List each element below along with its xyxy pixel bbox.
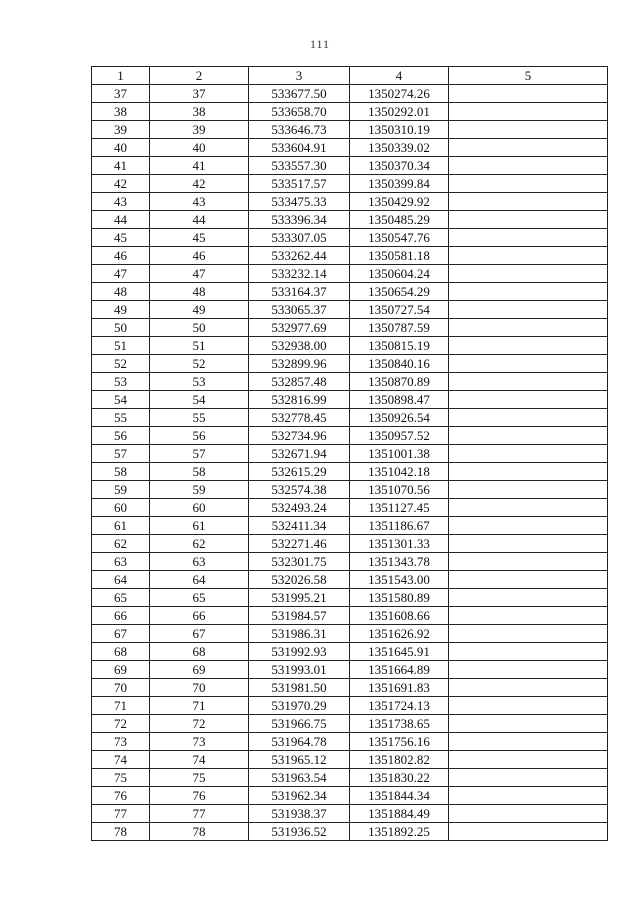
- x-coordinate-cell: 532301.75: [249, 553, 350, 571]
- y-coordinate-cell: 1351691.83: [350, 679, 449, 697]
- notes-cell: [449, 445, 608, 463]
- notes-cell: [449, 427, 608, 445]
- notes-cell: [449, 463, 608, 481]
- y-coordinate-cell: 1350898.47: [350, 391, 449, 409]
- notes-cell: [449, 769, 608, 787]
- y-coordinate-cell: 1350339.02: [350, 139, 449, 157]
- x-coordinate-cell: 533065.37: [249, 301, 350, 319]
- table-row: [92, 247, 608, 265]
- x-coordinate-cell: 531938.37: [249, 805, 350, 823]
- header-cell-2: 2: [150, 67, 249, 85]
- x-coordinate-cell: 532938.00: [249, 337, 350, 355]
- y-coordinate-cell: 1351645.91: [350, 643, 449, 661]
- point-number-cell: 52: [92, 355, 150, 373]
- table-header-row: [92, 67, 608, 85]
- point-id-cell: 61: [150, 517, 249, 535]
- table-row: [92, 319, 608, 337]
- table-row: [92, 751, 608, 769]
- x-coordinate-cell: 533475.33: [249, 193, 350, 211]
- x-coordinate-cell: 533164.37: [249, 283, 350, 301]
- table-row: [92, 697, 608, 715]
- x-coordinate-cell: 531963.54: [249, 769, 350, 787]
- x-coordinate-cell: 531962.34: [249, 787, 350, 805]
- table-row: [92, 517, 608, 535]
- x-coordinate-cell: 533604.91: [249, 139, 350, 157]
- notes-cell: [449, 391, 608, 409]
- point-id-cell: 51: [150, 337, 249, 355]
- x-coordinate-cell: 532816.99: [249, 391, 350, 409]
- point-id-cell: 73: [150, 733, 249, 751]
- x-coordinate-cell: 533262.44: [249, 247, 350, 265]
- point-id-cell: 40: [150, 139, 249, 157]
- y-coordinate-cell: 1351186.67: [350, 517, 449, 535]
- y-coordinate-cell: 1350787.59: [350, 319, 449, 337]
- point-number-cell: 54: [92, 391, 150, 409]
- table-row: [92, 805, 608, 823]
- point-id-cell: 74: [150, 751, 249, 769]
- x-coordinate-cell: 533232.14: [249, 265, 350, 283]
- notes-cell: [449, 337, 608, 355]
- notes-cell: [449, 85, 608, 103]
- table-row: [92, 787, 608, 805]
- table-row: [92, 625, 608, 643]
- table-row: [92, 103, 608, 121]
- y-coordinate-cell: 1351580.89: [350, 589, 449, 607]
- notes-cell: [449, 661, 608, 679]
- notes-cell: [449, 229, 608, 247]
- point-id-cell: 43: [150, 193, 249, 211]
- point-number-cell: 50: [92, 319, 150, 337]
- point-number-cell: 77: [92, 805, 150, 823]
- point-number-cell: 63: [92, 553, 150, 571]
- notes-cell: [449, 607, 608, 625]
- point-id-cell: 48: [150, 283, 249, 301]
- y-coordinate-cell: 1350485.29: [350, 211, 449, 229]
- notes-cell: [449, 787, 608, 805]
- notes-cell: [449, 535, 608, 553]
- table-row: [92, 265, 608, 283]
- x-coordinate-cell: 532977.69: [249, 319, 350, 337]
- y-coordinate-cell: 1351844.34: [350, 787, 449, 805]
- point-number-cell: 45: [92, 229, 150, 247]
- x-coordinate-cell: 532857.48: [249, 373, 350, 391]
- x-coordinate-cell: 531966.75: [249, 715, 350, 733]
- point-number-cell: 69: [92, 661, 150, 679]
- x-coordinate-cell: 532271.46: [249, 535, 350, 553]
- table-row: [92, 157, 608, 175]
- table-row: [92, 553, 608, 571]
- header-cell-3: 3: [249, 67, 350, 85]
- notes-cell: [449, 175, 608, 193]
- x-coordinate-cell: 533646.73: [249, 121, 350, 139]
- point-number-cell: 46: [92, 247, 150, 265]
- header-cell-5: 5: [449, 67, 608, 85]
- point-id-cell: 78: [150, 823, 249, 841]
- point-id-cell: 39: [150, 121, 249, 139]
- notes-cell: [449, 103, 608, 121]
- header-cell-4: 4: [350, 67, 449, 85]
- point-id-cell: 56: [150, 427, 249, 445]
- y-coordinate-cell: 1351343.78: [350, 553, 449, 571]
- point-number-cell: 39: [92, 121, 150, 139]
- table-row: [92, 481, 608, 499]
- y-coordinate-cell: 1351001.38: [350, 445, 449, 463]
- point-number-cell: 65: [92, 589, 150, 607]
- table-row: [92, 211, 608, 229]
- notes-cell: [449, 373, 608, 391]
- table-row: [92, 535, 608, 553]
- x-coordinate-cell: 533517.57: [249, 175, 350, 193]
- x-coordinate-cell: 531984.57: [249, 607, 350, 625]
- point-id-cell: 53: [150, 373, 249, 391]
- table-row: [92, 409, 608, 427]
- point-id-cell: 45: [150, 229, 249, 247]
- point-number-cell: 41: [92, 157, 150, 175]
- notes-cell: [449, 355, 608, 373]
- point-number-cell: 62: [92, 535, 150, 553]
- x-coordinate-cell: 531981.50: [249, 679, 350, 697]
- y-coordinate-cell: 1351127.45: [350, 499, 449, 517]
- notes-cell: [449, 301, 608, 319]
- y-coordinate-cell: 1351756.16: [350, 733, 449, 751]
- y-coordinate-cell: 1350815.19: [350, 337, 449, 355]
- table-row: [92, 283, 608, 301]
- point-number-cell: 66: [92, 607, 150, 625]
- table-row: [92, 661, 608, 679]
- point-number-cell: 57: [92, 445, 150, 463]
- point-id-cell: 62: [150, 535, 249, 553]
- y-coordinate-cell: 1351042.18: [350, 463, 449, 481]
- y-coordinate-cell: 1350926.54: [350, 409, 449, 427]
- point-number-cell: 76: [92, 787, 150, 805]
- point-id-cell: 68: [150, 643, 249, 661]
- x-coordinate-cell: 532778.45: [249, 409, 350, 427]
- y-coordinate-cell: 1350957.52: [350, 427, 449, 445]
- point-number-cell: 72: [92, 715, 150, 733]
- x-coordinate-cell: 533557.30: [249, 157, 350, 175]
- point-number-cell: 67: [92, 625, 150, 643]
- notes-cell: [449, 625, 608, 643]
- table-row: [92, 427, 608, 445]
- table-row: [92, 571, 608, 589]
- x-coordinate-cell: 533658.70: [249, 103, 350, 121]
- y-coordinate-cell: 1350547.76: [350, 229, 449, 247]
- notes-cell: [449, 553, 608, 571]
- point-id-cell: 75: [150, 769, 249, 787]
- point-number-cell: 78: [92, 823, 150, 841]
- point-id-cell: 71: [150, 697, 249, 715]
- point-number-cell: 43: [92, 193, 150, 211]
- point-number-cell: 71: [92, 697, 150, 715]
- point-number-cell: 70: [92, 679, 150, 697]
- notes-cell: [449, 643, 608, 661]
- y-coordinate-cell: 1351608.66: [350, 607, 449, 625]
- y-coordinate-cell: 1350310.19: [350, 121, 449, 139]
- notes-cell: [449, 211, 608, 229]
- y-coordinate-cell: 1350654.29: [350, 283, 449, 301]
- notes-cell: [449, 823, 608, 841]
- x-coordinate-cell: 531970.29: [249, 697, 350, 715]
- notes-cell: [449, 139, 608, 157]
- point-id-cell: 42: [150, 175, 249, 193]
- x-coordinate-cell: 532615.29: [249, 463, 350, 481]
- point-id-cell: 38: [150, 103, 249, 121]
- point-id-cell: 54: [150, 391, 249, 409]
- x-coordinate-cell: 531965.12: [249, 751, 350, 769]
- notes-cell: [449, 157, 608, 175]
- y-coordinate-cell: 1351738.65: [350, 715, 449, 733]
- notes-cell: [449, 571, 608, 589]
- point-number-cell: 59: [92, 481, 150, 499]
- y-coordinate-cell: 1351301.33: [350, 535, 449, 553]
- notes-cell: [449, 697, 608, 715]
- point-id-cell: 59: [150, 481, 249, 499]
- point-id-cell: 41: [150, 157, 249, 175]
- point-id-cell: 50: [150, 319, 249, 337]
- y-coordinate-cell: 1351884.49: [350, 805, 449, 823]
- point-id-cell: 49: [150, 301, 249, 319]
- table-row: [92, 121, 608, 139]
- point-number-cell: 49: [92, 301, 150, 319]
- point-id-cell: 52: [150, 355, 249, 373]
- point-id-cell: 64: [150, 571, 249, 589]
- point-number-cell: 56: [92, 427, 150, 445]
- notes-cell: [449, 481, 608, 499]
- table-row: [92, 301, 608, 319]
- x-coordinate-cell: 533396.34: [249, 211, 350, 229]
- table-row: [92, 175, 608, 193]
- point-id-cell: 47: [150, 265, 249, 283]
- point-id-cell: 65: [150, 589, 249, 607]
- x-coordinate-cell: 532734.96: [249, 427, 350, 445]
- y-coordinate-cell: 1350840.16: [350, 355, 449, 373]
- table-body: [92, 85, 608, 841]
- x-coordinate-cell: 532493.24: [249, 499, 350, 517]
- page-number: 111: [309, 37, 331, 51]
- point-id-cell: 67: [150, 625, 249, 643]
- point-id-cell: 70: [150, 679, 249, 697]
- table-row: [92, 463, 608, 481]
- notes-cell: [449, 517, 608, 535]
- y-coordinate-cell: 1350870.89: [350, 373, 449, 391]
- point-id-cell: 46: [150, 247, 249, 265]
- x-coordinate-cell: 533307.05: [249, 229, 350, 247]
- table-row: [92, 823, 608, 841]
- point-id-cell: 69: [150, 661, 249, 679]
- notes-cell: [449, 247, 608, 265]
- x-coordinate-cell: 531993.01: [249, 661, 350, 679]
- table-row: [92, 769, 608, 787]
- x-coordinate-cell: 532671.94: [249, 445, 350, 463]
- y-coordinate-cell: 1350429.92: [350, 193, 449, 211]
- notes-cell: [449, 319, 608, 337]
- table-row: [92, 679, 608, 697]
- x-coordinate-cell: 531964.78: [249, 733, 350, 751]
- y-coordinate-cell: 1350370.34: [350, 157, 449, 175]
- point-id-cell: 58: [150, 463, 249, 481]
- point-number-cell: 64: [92, 571, 150, 589]
- table-row: [92, 715, 608, 733]
- table-row: [92, 355, 608, 373]
- notes-cell: [449, 751, 608, 769]
- point-id-cell: 57: [150, 445, 249, 463]
- point-number-cell: 37: [92, 85, 150, 103]
- x-coordinate-cell: 531992.93: [249, 643, 350, 661]
- point-number-cell: 75: [92, 769, 150, 787]
- point-id-cell: 77: [150, 805, 249, 823]
- table-row: [92, 391, 608, 409]
- x-coordinate-cell: 532026.58: [249, 571, 350, 589]
- table-row: [92, 85, 608, 103]
- point-number-cell: 61: [92, 517, 150, 535]
- table-row: [92, 337, 608, 355]
- notes-cell: [449, 589, 608, 607]
- table-row: [92, 229, 608, 247]
- notes-cell: [449, 283, 608, 301]
- y-coordinate-cell: 1350399.84: [350, 175, 449, 193]
- point-id-cell: 63: [150, 553, 249, 571]
- notes-cell: [449, 715, 608, 733]
- x-coordinate-cell: 531936.52: [249, 823, 350, 841]
- y-coordinate-cell: 1350292.01: [350, 103, 449, 121]
- notes-cell: [449, 805, 608, 823]
- notes-cell: [449, 193, 608, 211]
- point-number-cell: 74: [92, 751, 150, 769]
- x-coordinate-cell: 532899.96: [249, 355, 350, 373]
- coordinates-table: [91, 66, 608, 841]
- point-number-cell: 58: [92, 463, 150, 481]
- table-row: [92, 607, 608, 625]
- point-id-cell: 55: [150, 409, 249, 427]
- notes-cell: [449, 265, 608, 283]
- x-coordinate-cell: 533677.50: [249, 85, 350, 103]
- point-id-cell: 44: [150, 211, 249, 229]
- header-cell-1: 1: [92, 67, 150, 85]
- y-coordinate-cell: 1350581.18: [350, 247, 449, 265]
- point-id-cell: 60: [150, 499, 249, 517]
- y-coordinate-cell: 1351543.00: [350, 571, 449, 589]
- table-row: [92, 373, 608, 391]
- table-row: [92, 733, 608, 751]
- point-number-cell: 38: [92, 103, 150, 121]
- point-id-cell: 72: [150, 715, 249, 733]
- y-coordinate-cell: 1351070.56: [350, 481, 449, 499]
- table-row: [92, 499, 608, 517]
- y-coordinate-cell: 1350604.24: [350, 265, 449, 283]
- notes-cell: [449, 679, 608, 697]
- y-coordinate-cell: 1351664.89: [350, 661, 449, 679]
- table-row: [92, 589, 608, 607]
- table-row: [92, 139, 608, 157]
- y-coordinate-cell: 1351626.92: [350, 625, 449, 643]
- x-coordinate-cell: 531995.21: [249, 589, 350, 607]
- y-coordinate-cell: 1350727.54: [350, 301, 449, 319]
- point-number-cell: 44: [92, 211, 150, 229]
- point-id-cell: 66: [150, 607, 249, 625]
- notes-cell: [449, 499, 608, 517]
- y-coordinate-cell: 1351830.22: [350, 769, 449, 787]
- x-coordinate-cell: 531986.31: [249, 625, 350, 643]
- notes-cell: [449, 733, 608, 751]
- point-number-cell: 42: [92, 175, 150, 193]
- point-id-cell: 76: [150, 787, 249, 805]
- point-number-cell: 73: [92, 733, 150, 751]
- point-number-cell: 55: [92, 409, 150, 427]
- y-coordinate-cell: 1350274.26: [350, 85, 449, 103]
- table-row: [92, 643, 608, 661]
- point-number-cell: 40: [92, 139, 150, 157]
- y-coordinate-cell: 1351802.82: [350, 751, 449, 769]
- x-coordinate-cell: 532574.38: [249, 481, 350, 499]
- point-number-cell: 48: [92, 283, 150, 301]
- point-number-cell: 51: [92, 337, 150, 355]
- point-number-cell: 53: [92, 373, 150, 391]
- notes-cell: [449, 121, 608, 139]
- table-row: [92, 193, 608, 211]
- notes-cell: [449, 409, 608, 427]
- y-coordinate-cell: 1351892.25: [350, 823, 449, 841]
- point-number-cell: 68: [92, 643, 150, 661]
- point-number-cell: 47: [92, 265, 150, 283]
- x-coordinate-cell: 532411.34: [249, 517, 350, 535]
- point-id-cell: 37: [150, 85, 249, 103]
- table-row: [92, 445, 608, 463]
- point-number-cell: 60: [92, 499, 150, 517]
- y-coordinate-cell: 1351724.13: [350, 697, 449, 715]
